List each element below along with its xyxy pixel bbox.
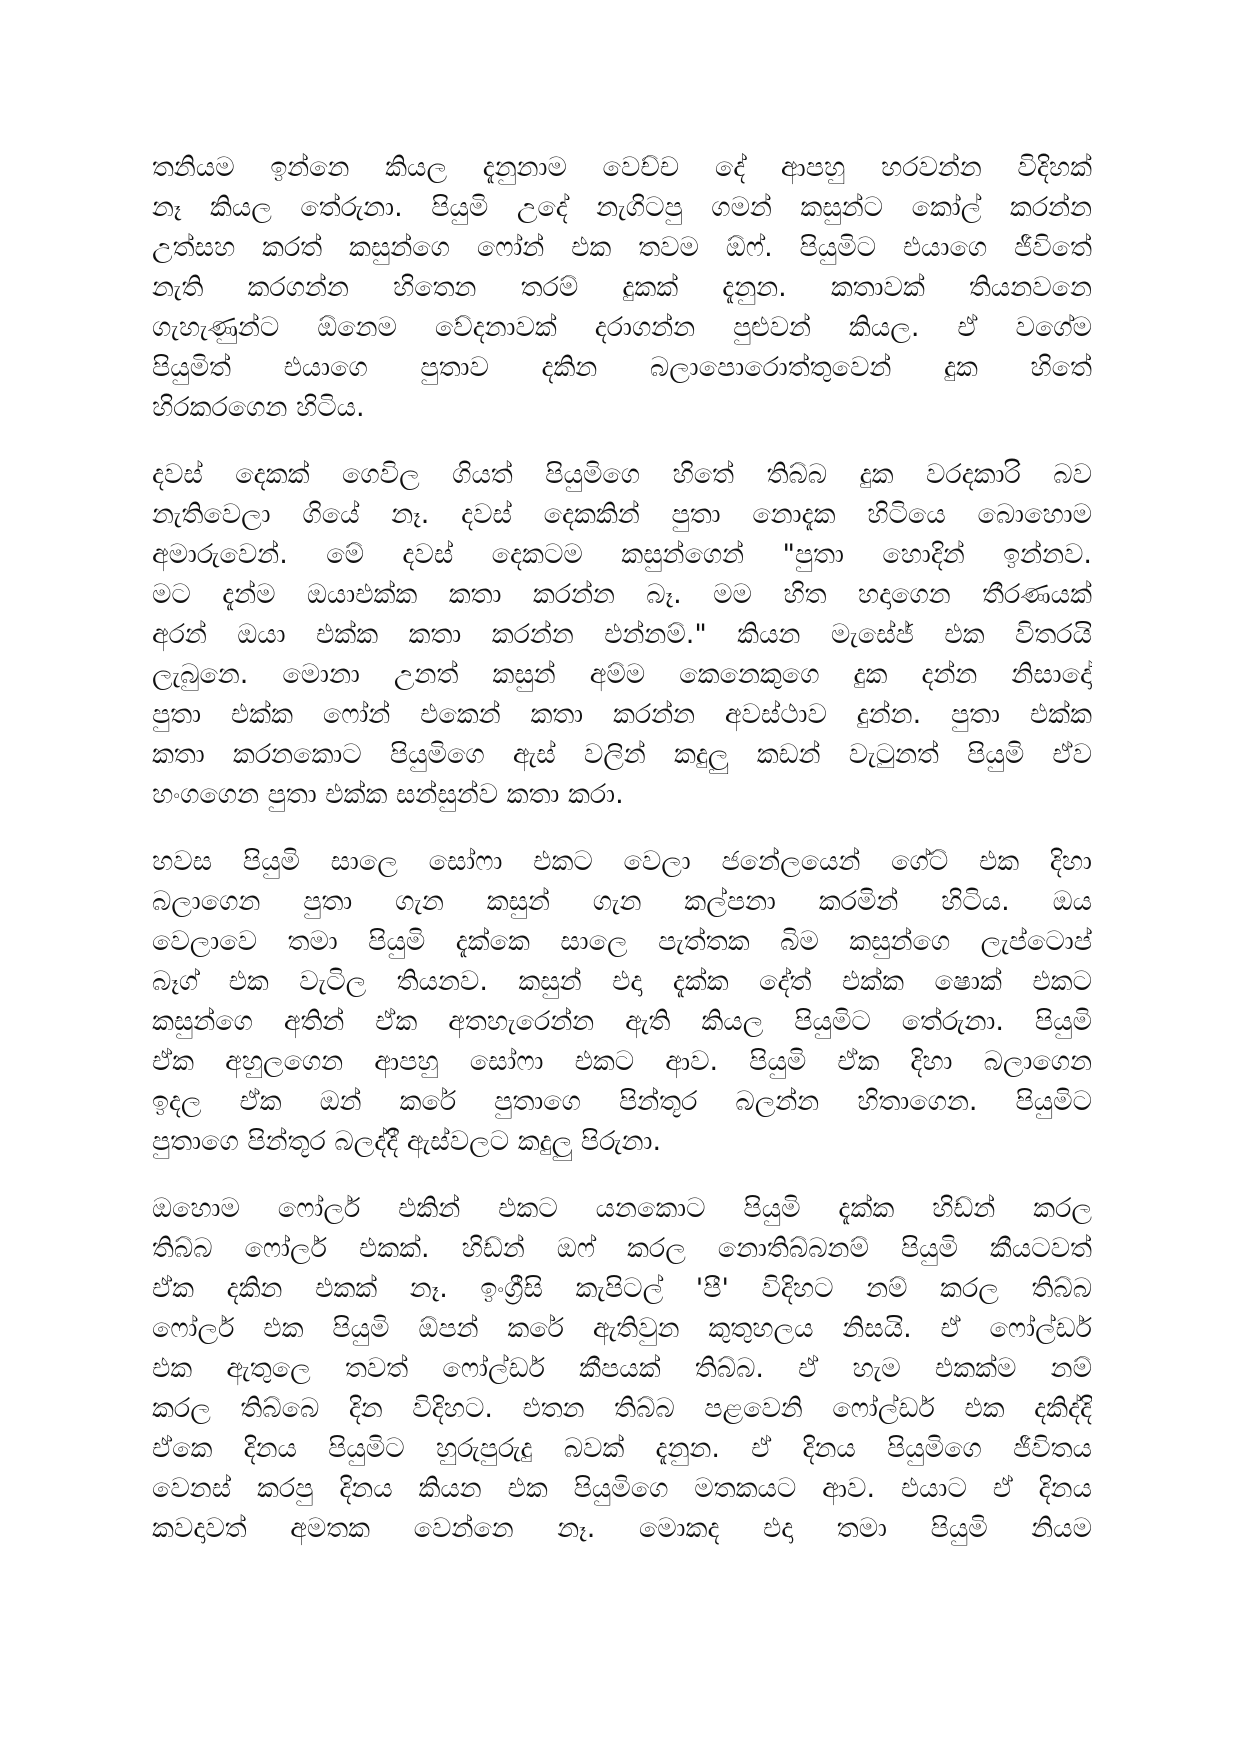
text-line: දවස් දෙකක් ගෙවිල ගියත් පියුමිගෙ හිතේ තිබ්බ දුක වරදකාරි බව [152,459,1092,490]
text-line: වෙලාවෙ තමා පියුමි දැක්කෙ සාලෙ පැත්තක බිම කසුන්ගෙ ලැප්ටොප් [152,926,1092,957]
text-line: ෆෝලර් එක පියුමි ඕපන් කරේ ඇතිවුන කුතුහලය නිසයි. ඒ ෆෝල්ඩර් [152,1313,1092,1344]
text-line: පුතාගෙ පින්තූර බලද්දී ඇස්වලට කදුලු පිරුනා. [152,1126,662,1157]
text-line: කරල තිබ්බෙ දින විදිහට. එතන තිබ්බ පළවෙනි ෆෝල්ඩර් එක දකිද්දි [152,1393,1092,1424]
text-line: තනියම ඉන්නෙ කියල දැනුනාම වෙච්ච දේ ආපහු හරවන්න විදිහක් [152,152,1092,183]
text-line: පියුමිත් එයාගෙ පුතාව දකින බලාපොරොත්තුවෙන් දුක හිතේ [152,352,1092,383]
text-line: කතා කරනකොට පියුමිගෙ ඇස් වලින් කදුලු කඩන් වැටුනත් පියුමි ඒව [152,739,1092,770]
text-line: පුතා එක්ක ෆෝන් එකෙන් කතා කරන්න අවස්ථාව දුන්න. පුතා එක්ක [152,699,1092,730]
text-line: නැතිවෙලා ගියේ නෑ. දවස් දෙකකින් පුතා නොදැක හිටියෙ බොහොම [152,499,1092,530]
text-line: ඉදල ඒක ඔන් කරේ පුතාගෙ පින්තූර බලන්න හිතාගෙන. පියුමිට [152,1086,1092,1117]
text-line: ඒක අහුලගෙන ආපහු සෝෆා එකට ආව. පියුමි ඒක දිහා බලාගෙන [152,1046,1092,1077]
text-line: බලාගෙන පුතා ගැන කසුන් ගැන කල්පනා කරමින් හිටිය. ඔය [152,886,1092,917]
text-line: එක ඇතුලෙ තවත් ෆෝල්ඩර් කීපයක් තිබ්බ. ඒ හැම එකක්ම නම් [152,1353,1092,1384]
text-line: හවස පියුමි සාලෙ සෝෆා එකට වෙලා ජනේලයෙන් ගේට් එක දිහා [152,846,1092,877]
paragraph-3 [152,842,1092,1162]
text-line: ලැබුනෙ. මොනා උනත් කසුන් අම්ම කෙනෙකුගෙ දුක දන්න නිසාදෝ [152,659,1092,690]
text-line: ඒකෙ දිනය පියුමිට හුරුපුරුදු බවක් දැනුන. ඒ දිනය පියුමිගෙ ජීවිතය [152,1433,1092,1464]
paragraph-1 [152,148,1092,428]
text-line: මට දැන්ම ඔයාඑක්ක කතා කරන්න බෑ. මම හිත හදාගෙන තීරණයක් [152,579,1092,610]
text-line: නැති කරගන්න හිතෙන තරම් දුකක් දැනුන. කතාවක් තියනවනෙ [152,272,1092,303]
text-line: හිරකරගෙන හිටිය. [152,392,365,423]
paragraph-4 [152,1189,1092,1549]
text-line: හංගගෙන පුතා එක්ක සන්සුන්ව කතා කරා. [152,779,624,810]
text-line: තිබ්බ ෆෝලර් එකක්. හිඩ්න් ඔෆ් කරල නොතිබ්බනම් පියුමි කීයටවත් [152,1233,1092,1264]
text-line: ගැහැණුන්ට ඕනෙම වේදනාවක් දරාගන්න පුළුවන් කියල. ඒ වගේම [152,312,1092,343]
text-line: ඒක දකින එකක් නෑ. ඉංග්‍රීසි කැපිටල් 'පී' විදිහට නම් කරල තිබ්බ [152,1273,1092,1304]
text-line: බෑග් එක වැටිල තියනව. කසුන් එදා දැක්ක දේත් එක්ක ෂොක් එකට [152,966,1092,997]
text-line: කසුන්ගෙ අතින් ඒක අතහැරෙන්න ඇති කියල පියුමිට තේරුනා. පියුමි [152,1006,1092,1037]
text-line: අමාරුවෙන්. මේ දවස් දෙකටම කසුන්ගෙන් "පුතා හොදින් ඉන්නව. [152,539,1092,570]
text-line: නෑ කියල තේරුනා. පියුමි උදේ නැගිටපු ගමන් කසුන්ට කෝල් කරන්න [152,192,1092,223]
text-line: ඔහොම ෆෝලර් එකින් එකට යනකොට පියුමි දැක්ක හිඩ්න් කරල [152,1193,1092,1224]
paragraph-2 [152,455,1092,815]
document-page [152,148,1092,1576]
text-line: කවදාවත් අමතක වෙන්නෙ නෑ. මොකද එදා තමා පියුමි නියම [152,1513,1092,1544]
text-line: අරන් ඔයා එක්ක කතා කරන්න එන්නම්." කියන මැසේජ් එක විතරයි [152,619,1092,650]
text-line: උත්සහ කරත් කසුන්ගෙ ෆෝන් එක තවම ඕෆ්. පියුමිට එයාගෙ ජීවිතේ [152,232,1092,263]
text-line: වෙනස් කරපු දිනය කියන එක පියුමිගෙ මතකයට ආව. එයාට ඒ දිනය [152,1473,1092,1504]
